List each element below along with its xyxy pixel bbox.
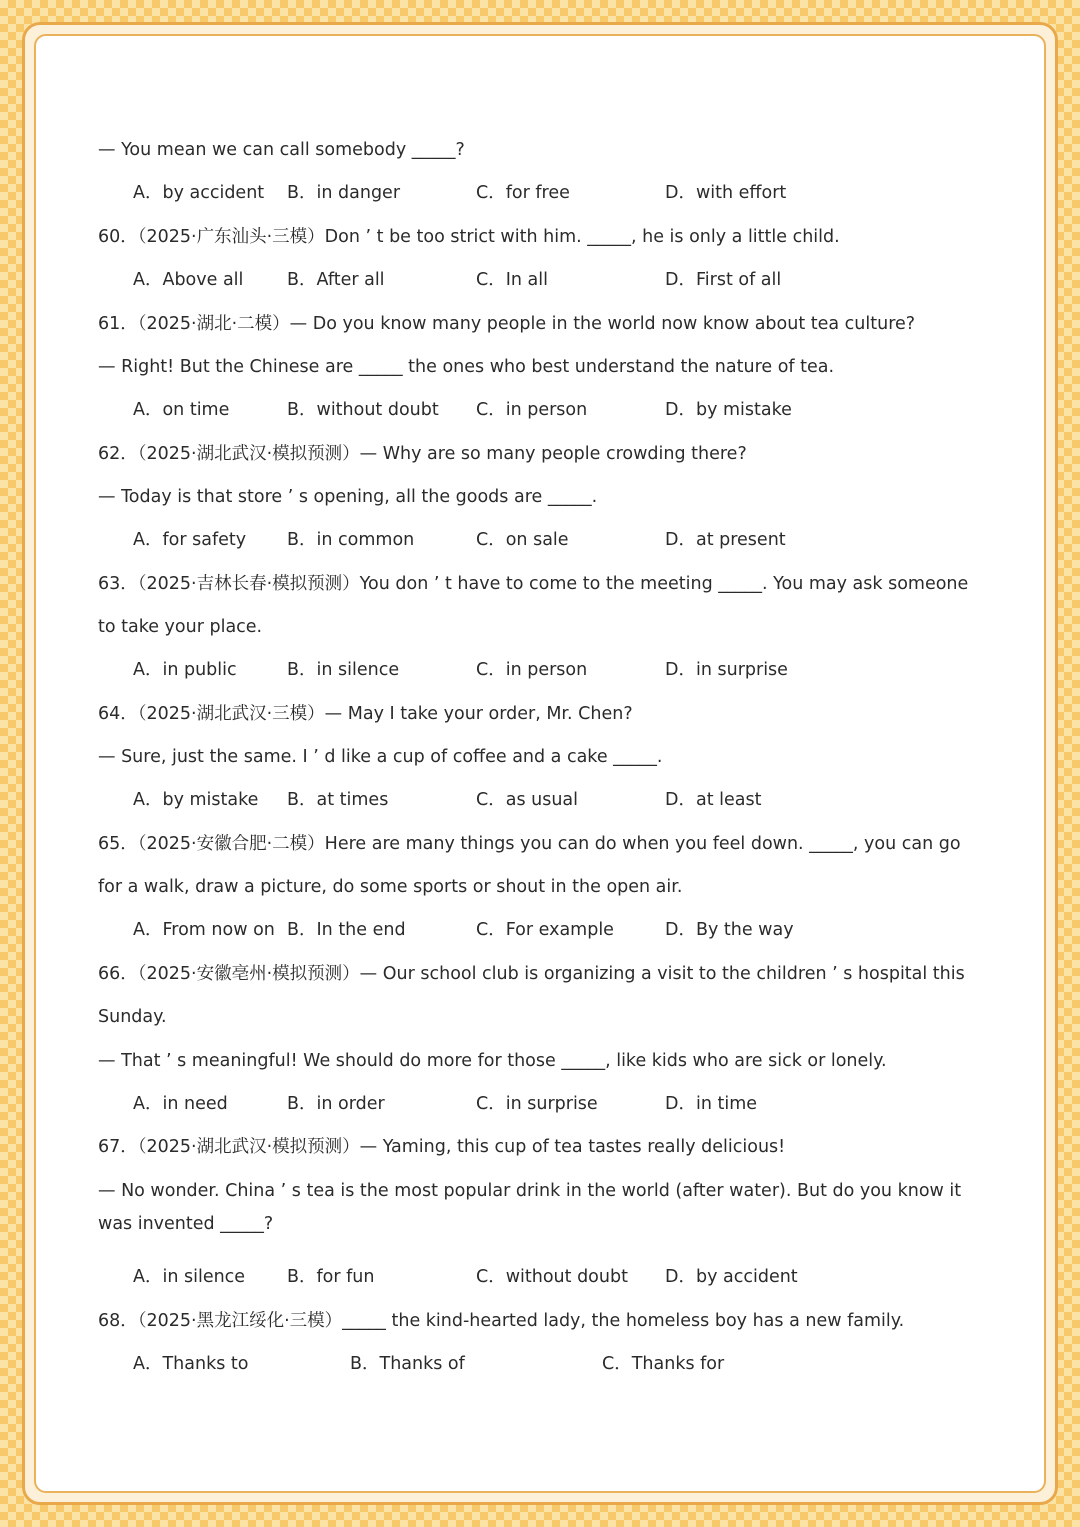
question-67-stem: 67．（2025·湖北武汉·模拟预测）— Yaming, this cup of tea tastes really delicious! bbox=[98, 1137, 786, 1157]
option-a: A．on time bbox=[133, 400, 230, 420]
option-d: D．by accident bbox=[665, 1267, 798, 1287]
option-b: B．in common bbox=[287, 530, 415, 550]
option-b: B．in silence bbox=[287, 660, 400, 680]
option-c: C．on sale bbox=[476, 530, 569, 550]
question-line: — That ’ s meaningful! We should do more for those _____, like kids who are sick or lonely. bbox=[98, 1051, 887, 1071]
options-row bbox=[133, 182, 1013, 204]
question-line: Sunday. bbox=[98, 1007, 167, 1027]
option-d: D．at least bbox=[665, 790, 762, 810]
option-c: C．in surprise bbox=[476, 1094, 598, 1114]
option-c: C．as usual bbox=[476, 790, 579, 810]
question-line: — Right! But the Chinese are _____ the ones who best understand the nature of tea. bbox=[98, 357, 835, 377]
option-b: B．for fun bbox=[287, 1267, 375, 1287]
option-a: A．in silence bbox=[133, 1267, 246, 1287]
options-row bbox=[133, 529, 1013, 551]
question-60-stem: 60．（2025·广东汕头·三模）Don ’ t be too strict with him. _____, he is only a little child. bbox=[98, 227, 840, 247]
option-d: D．at present bbox=[665, 530, 786, 550]
option-b: B．at times bbox=[287, 790, 389, 810]
question-66-stem: 66．（2025·安徽亳州·模拟预测）— Our school club is organizing a visit to the children ’ s hospital this bbox=[98, 964, 965, 984]
option-a: A．in public bbox=[133, 660, 237, 680]
option-d: D．with effort bbox=[665, 183, 787, 203]
options-row bbox=[133, 919, 1013, 941]
options-row bbox=[133, 789, 1013, 811]
question-line: — No wonder. China ’ s tea is the most popular drink in the world (after water). But do you know it bbox=[98, 1181, 962, 1201]
option-a: A．in need bbox=[133, 1094, 228, 1114]
option-a: A．for safety bbox=[133, 530, 247, 550]
option-d: D．in time bbox=[665, 1094, 758, 1114]
option-b: B．in order bbox=[287, 1094, 385, 1114]
question-line: to take your place. bbox=[98, 617, 263, 637]
question-63-stem: 63．（2025·吉林长春·模拟预测）You don ’ t have to come to the meeting _____. You may ask someone bbox=[98, 574, 969, 594]
option-c: C．Thanks for bbox=[602, 1354, 725, 1374]
option-c: C．For example bbox=[476, 920, 614, 940]
question-62-stem: 62．（2025·湖北武汉·模拟预测）— Why are so many people crowding there? bbox=[98, 444, 747, 464]
question-line: was invented _____? bbox=[98, 1214, 274, 1234]
options-row bbox=[133, 659, 1013, 681]
option-c: C．for free bbox=[476, 183, 570, 203]
option-a: A．by mistake bbox=[133, 790, 259, 810]
option-c: C．in person bbox=[476, 400, 588, 420]
options-row bbox=[133, 1353, 1013, 1375]
option-b: B．Thanks of bbox=[350, 1354, 465, 1374]
option-c: C．in person bbox=[476, 660, 588, 680]
question-68-stem: 68．（2025·黑龙江绥化·三模）_____ the kind-hearted lady, the homeless boy has a new family. bbox=[98, 1311, 905, 1331]
question-61-stem: 61．（2025·湖北·二模）— Do you know many people in the world now know about tea culture? bbox=[98, 314, 916, 334]
option-b: B．in danger bbox=[287, 183, 401, 203]
question-line: — Sure, just the same. I ’ d like a cup of coffee and a cake _____. bbox=[98, 747, 663, 767]
question-line: — You mean we can call somebody _____? bbox=[98, 140, 465, 160]
option-b: B．In the end bbox=[287, 920, 406, 940]
option-b: B．After all bbox=[287, 270, 385, 290]
option-d: D．in surprise bbox=[665, 660, 788, 680]
option-a: A．Thanks to bbox=[133, 1354, 249, 1374]
options-row bbox=[133, 1266, 1013, 1288]
question-line: for a walk, draw a picture, do some sports or shout in the open air. bbox=[98, 877, 683, 897]
option-a: A．by accident bbox=[133, 183, 265, 203]
question-line: — Today is that store ’ s opening, all the goods are _____. bbox=[98, 487, 598, 507]
option-c: C．In all bbox=[476, 270, 548, 290]
option-d: D．By the way bbox=[665, 920, 794, 940]
option-b: B．without doubt bbox=[287, 400, 439, 420]
option-a: A．Above all bbox=[133, 270, 244, 290]
option-c: C．without doubt bbox=[476, 1267, 628, 1287]
options-row bbox=[133, 399, 1013, 421]
options-row bbox=[133, 269, 1013, 291]
question-64-stem: 64．（2025·湖北武汉·三模）— May I take your order, Mr. Chen? bbox=[98, 704, 633, 724]
options-row bbox=[133, 1093, 1013, 1115]
question-65-stem: 65．（2025·安徽合肥·二模）Here are many things you can do when you feel down. _____, you can go bbox=[98, 834, 961, 854]
option-d: D．by mistake bbox=[665, 400, 792, 420]
option-a: A．From now on bbox=[133, 920, 275, 940]
option-d: D．First of all bbox=[665, 270, 782, 290]
